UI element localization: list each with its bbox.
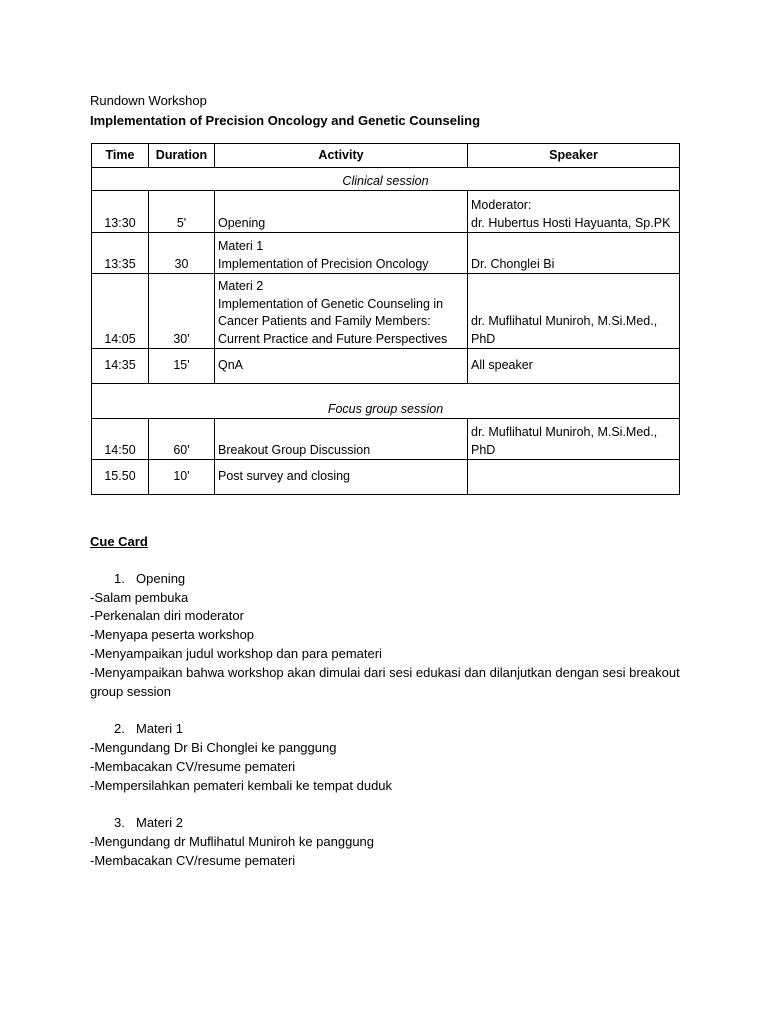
cell-time: 14:05: [92, 274, 149, 349]
cue-section-label: Opening: [136, 570, 186, 586]
cue-section-label: Materi 1: [136, 721, 183, 737]
cue-line: -Menyapa peserta workshop: [90, 627, 255, 643]
table-row: [92, 191, 680, 233]
cue-line: -Mengundang dr Muflihatul Muniroh ke panggung: [90, 833, 375, 849]
session-row: [92, 384, 680, 419]
cue-section-materi-1: [90, 720, 690, 795]
cell-time: 13:30: [92, 191, 149, 233]
cue-line: -Mengundang Dr Bi Chonglei ke panggung: [90, 739, 337, 755]
column-header-time: Time: [92, 144, 149, 168]
cell-duration: 15': [149, 349, 215, 384]
cell-activity: Materi 2 Implementation of Genetic Counseling in Cancer Patients and Family Members: Current Practice and Future Perspectives: [215, 274, 468, 349]
cell-duration: 5': [149, 191, 215, 233]
cue-line: -Salam pembuka: [90, 589, 189, 605]
cue-section-number: 2.: [114, 721, 125, 737]
cue-line: -Mempersilahkan pemateri kembali ke tempat duduk: [90, 777, 393, 793]
cell-duration: 30': [149, 274, 215, 349]
cue-line: -Menyampaikan bahwa workshop akan dimulai dari sesi edukasi dan dilanjutkan dengan sesi breakout group session: [90, 664, 680, 699]
cell-time: 14:35: [92, 349, 149, 384]
cue-section-title: [90, 570, 690, 589]
table-row: [92, 349, 680, 384]
cue-card-heading: Cue Card: [90, 534, 148, 549]
cue-line: -Perkenalan diri moderator: [90, 608, 244, 624]
cue-section-title: [90, 720, 690, 739]
doc-subtitle: Rundown Workshop: [90, 93, 207, 108]
cue-line: -Menyampaikan judul workshop dan para pemateri: [90, 645, 382, 661]
table-row: [92, 274, 680, 349]
cue-line: -Membacakan CV/resume pemateri: [90, 852, 296, 868]
rundown-table: [91, 143, 680, 495]
cell-speaker: dr. Muflihatul Muniroh, M.Si.Med., PhD: [468, 419, 680, 460]
column-header-duration: Duration: [149, 144, 215, 168]
table-row: [92, 233, 680, 274]
cue-section-number: 3.: [114, 815, 125, 831]
cell-time: 14:50: [92, 419, 149, 460]
cell-activity: Materi 1 Implementation of Precision Oncology: [215, 233, 468, 274]
cell-duration: 10': [149, 460, 215, 495]
cell-activity: Breakout Group Discussion: [215, 419, 468, 460]
cell-activity: Post survey and closing: [215, 460, 468, 495]
column-header-activity: Activity: [215, 144, 468, 168]
cell-activity: QnA: [215, 349, 468, 384]
cue-line: -Membacakan CV/resume pemateri: [90, 758, 296, 774]
cell-speaker: All speaker: [468, 349, 680, 384]
cue-section-number: 1.: [114, 570, 125, 586]
cell-speaker: [468, 460, 680, 495]
cue-section-label: Materi 2: [136, 815, 183, 831]
table-header-row: [92, 144, 680, 168]
cell-duration: 60': [149, 419, 215, 460]
table-row: [92, 419, 680, 460]
cell-activity: Opening: [215, 191, 468, 233]
cue-section-opening: [90, 570, 690, 702]
cell-duration: 30: [149, 233, 215, 274]
cell-time: 15.50: [92, 460, 149, 495]
cue-card: [90, 533, 690, 889]
column-header-speaker: Speaker: [468, 144, 680, 168]
session-row: [92, 168, 680, 191]
document-header: [90, 92, 680, 130]
cell-time: 13:35: [92, 233, 149, 274]
cue-section-title: [90, 814, 690, 833]
doc-title: Implementation of Precision Oncology and Genetic Counseling: [90, 112, 481, 128]
session-label-focus-group: Focus group session: [92, 384, 680, 419]
cue-section-materi-2: [90, 814, 690, 870]
table-row: [92, 460, 680, 495]
session-label-clinical: Clinical session: [92, 168, 680, 191]
cell-speaker: dr. Muflihatul Muniroh, M.Si.Med., PhD: [468, 274, 680, 349]
cell-speaker: Dr. Chonglei Bi: [468, 233, 680, 274]
cell-speaker: Moderator: dr. Hubertus Hosti Hayuanta, Sp.PK: [468, 191, 680, 233]
